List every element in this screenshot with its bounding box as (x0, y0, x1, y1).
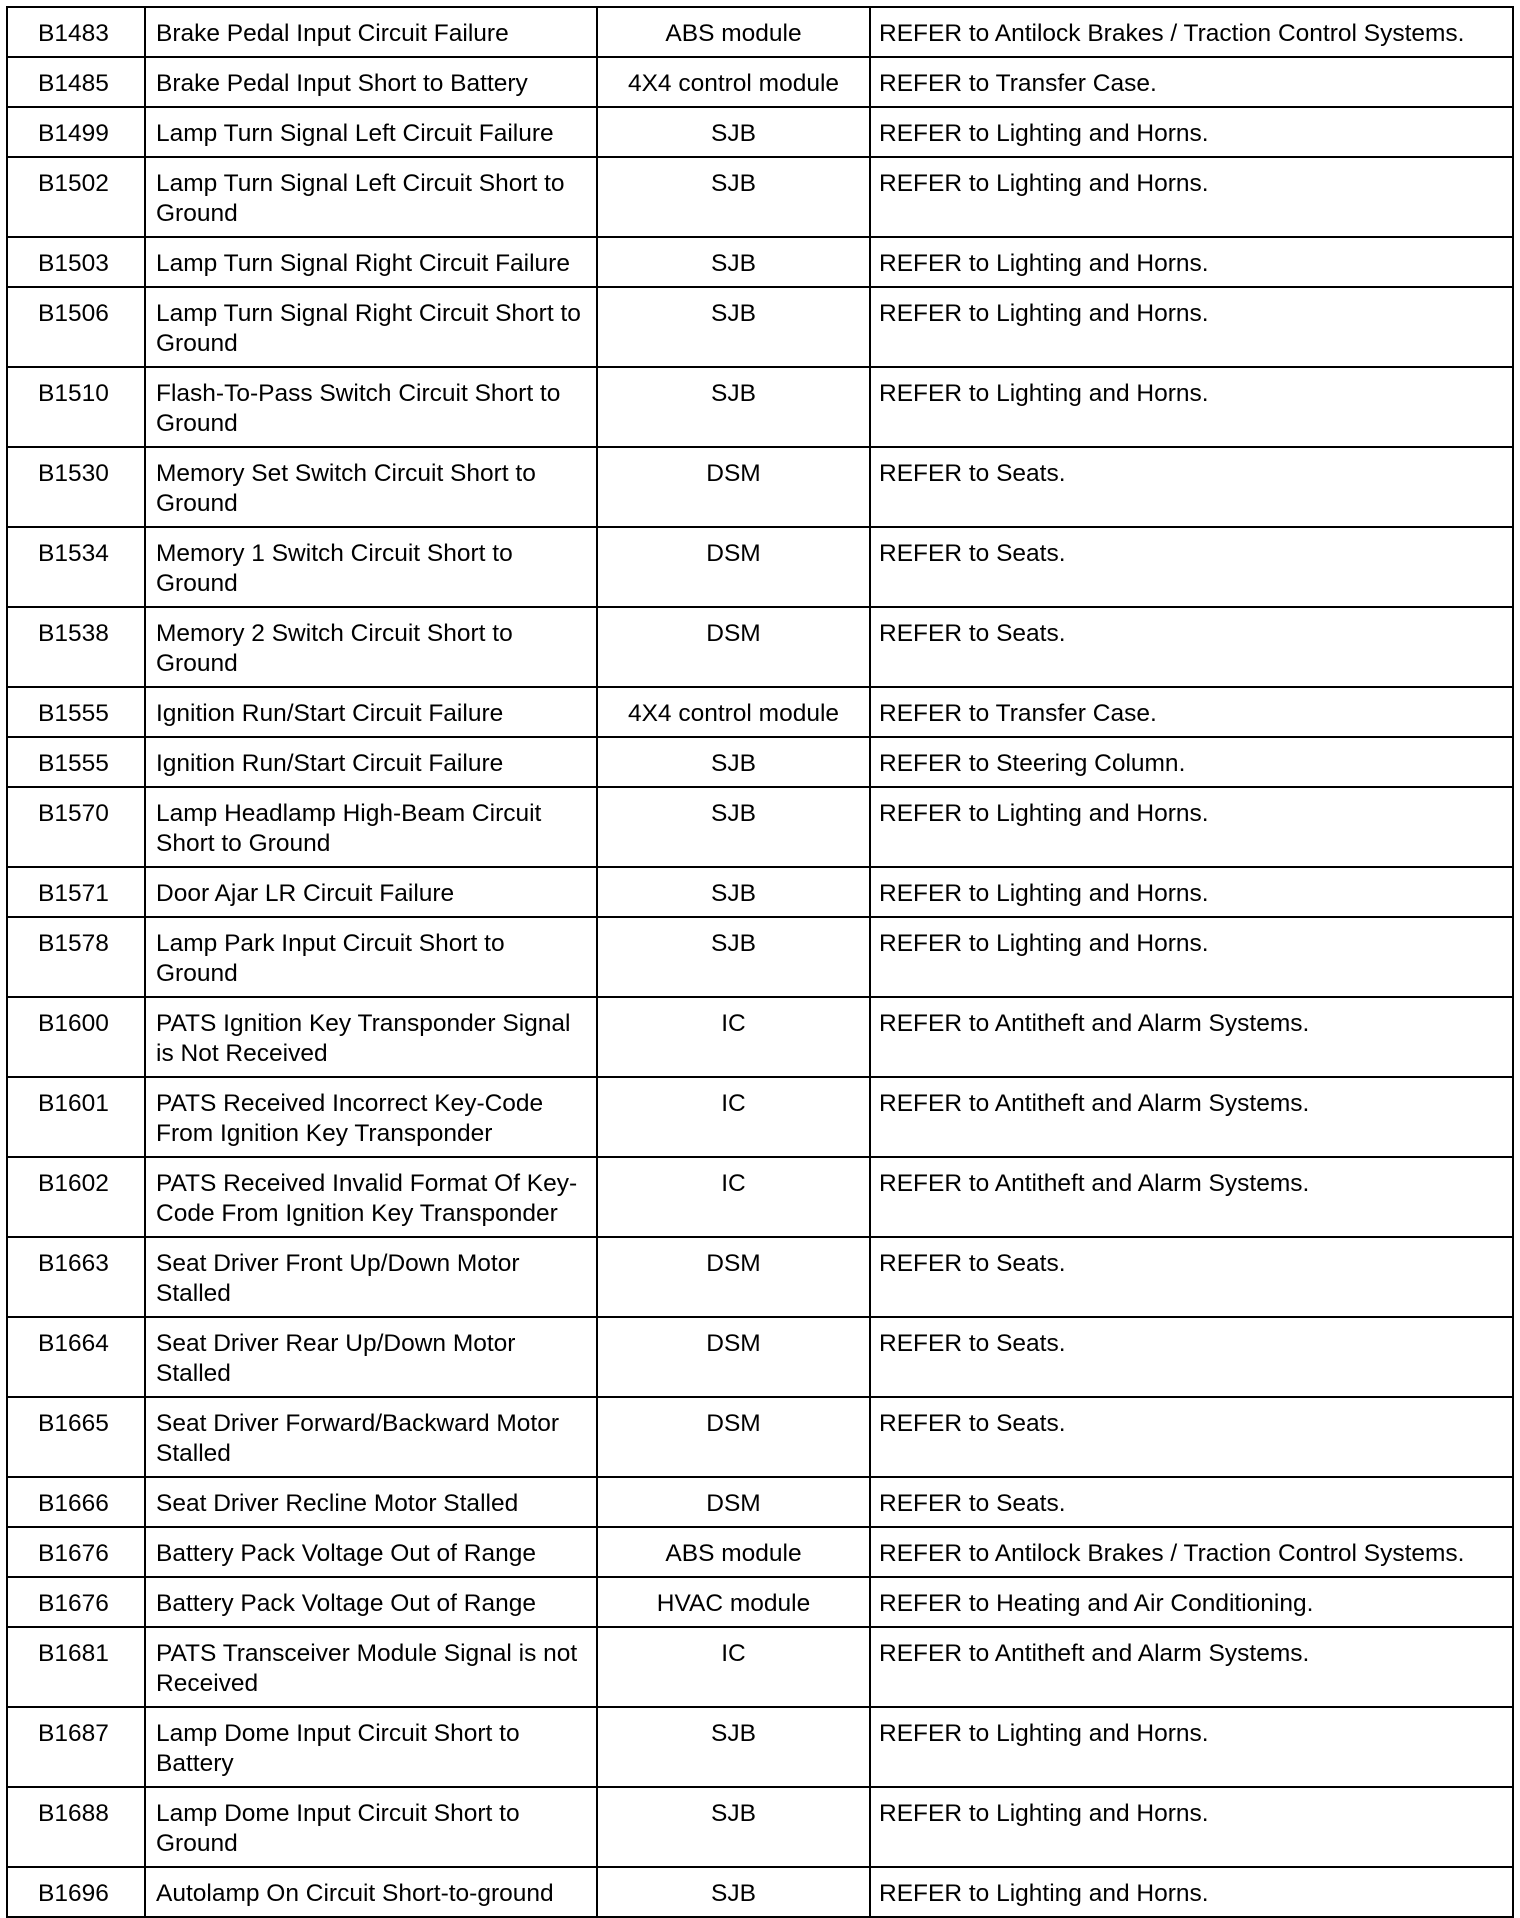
dtc-action: REFER to Lighting and Horns. (870, 1787, 1513, 1867)
dtc-module: SJB (597, 1707, 870, 1787)
dtc-action: REFER to Steering Column. (870, 737, 1513, 787)
dtc-action: REFER to Lighting and Horns. (870, 157, 1513, 237)
dtc-description: Door Ajar LR Circuit Failure (145, 867, 597, 917)
dtc-code: B1502 (7, 157, 145, 237)
dtc-module: IC (597, 997, 870, 1077)
dtc-description: Seat Driver Recline Motor Stalled (145, 1477, 597, 1527)
dtc-description: Lamp Turn Signal Right Circuit Failure (145, 237, 597, 287)
dtc-action: REFER to Seats. (870, 1397, 1513, 1477)
dtc-action: REFER to Seats. (870, 527, 1513, 607)
table-row (7, 367, 1513, 447)
table-row (7, 1237, 1513, 1317)
dtc-module: ABS module (597, 7, 870, 57)
dtc-action: REFER to Lighting and Horns. (870, 287, 1513, 367)
dtc-action: REFER to Seats. (870, 1317, 1513, 1397)
dtc-module: DSM (597, 527, 870, 607)
dtc-description: Lamp Dome Input Circuit Short to Battery (145, 1707, 597, 1787)
dtc-module: IC (597, 1157, 870, 1237)
dtc-description: PATS Received Incorrect Key-Code From Ignition Key Transponder (145, 1077, 597, 1157)
table-row (7, 867, 1513, 917)
dtc-code: B1600 (7, 997, 145, 1077)
dtc-action: REFER to Seats. (870, 1237, 1513, 1317)
dtc-description: Autolamp On Circuit Short-to-ground (145, 1867, 597, 1917)
dtc-action: REFER to Lighting and Horns. (870, 867, 1513, 917)
dtc-code: B1503 (7, 237, 145, 287)
dtc-module: SJB (597, 917, 870, 997)
dtc-action: REFER to Lighting and Horns. (870, 237, 1513, 287)
dtc-code: B1571 (7, 867, 145, 917)
dtc-module: SJB (597, 237, 870, 287)
dtc-module: IC (597, 1627, 870, 1707)
dtc-description: Flash-To-Pass Switch Circuit Short to Ground (145, 367, 597, 447)
dtc-description: Ignition Run/Start Circuit Failure (145, 737, 597, 787)
table-row (7, 57, 1513, 107)
dtc-action: REFER to Antitheft and Alarm Systems. (870, 1627, 1513, 1707)
dtc-module: SJB (597, 787, 870, 867)
dtc-action: REFER to Seats. (870, 1477, 1513, 1527)
dtc-action: REFER to Heating and Air Conditioning. (870, 1577, 1513, 1627)
dtc-module: SJB (597, 157, 870, 237)
dtc-description: Seat Driver Forward/Backward Motor Stalled (145, 1397, 597, 1477)
dtc-description: PATS Ignition Key Transponder Signal is Not Received (145, 997, 597, 1077)
table-row (7, 527, 1513, 607)
table-row (7, 787, 1513, 867)
table-row (7, 1577, 1513, 1627)
table-row (7, 1627, 1513, 1707)
dtc-code: B1602 (7, 1157, 145, 1237)
dtc-module: IC (597, 1077, 870, 1157)
dtc-code: B1483 (7, 7, 145, 57)
dtc-action: REFER to Antitheft and Alarm Systems. (870, 1157, 1513, 1237)
dtc-module: SJB (597, 367, 870, 447)
dtc-description: Memory 1 Switch Circuit Short to Ground (145, 527, 597, 607)
dtc-module: SJB (597, 737, 870, 787)
dtc-action: REFER to Seats. (870, 447, 1513, 527)
dtc-module: DSM (597, 447, 870, 527)
dtc-code: B1538 (7, 607, 145, 687)
dtc-table (6, 6, 1514, 1918)
dtc-module: SJB (597, 1787, 870, 1867)
dtc-description: Memory Set Switch Circuit Short to Ground (145, 447, 597, 527)
dtc-action: REFER to Antilock Brakes / Traction Control Systems. (870, 1527, 1513, 1577)
dtc-action: REFER to Lighting and Horns. (870, 917, 1513, 997)
table-row (7, 917, 1513, 997)
dtc-code: B1506 (7, 287, 145, 367)
dtc-action: REFER to Lighting and Horns. (870, 1707, 1513, 1787)
dtc-module: HVAC module (597, 1577, 870, 1627)
dtc-module: DSM (597, 1477, 870, 1527)
dtc-description: Battery Pack Voltage Out of Range (145, 1527, 597, 1577)
dtc-code: B1664 (7, 1317, 145, 1397)
dtc-module: 4X4 control module (597, 687, 870, 737)
dtc-code: B1676 (7, 1577, 145, 1627)
table-row (7, 1707, 1513, 1787)
table-row (7, 1787, 1513, 1867)
dtc-description: Brake Pedal Input Short to Battery (145, 57, 597, 107)
dtc-code: B1665 (7, 1397, 145, 1477)
table-row (7, 447, 1513, 527)
dtc-action: REFER to Lighting and Horns. (870, 107, 1513, 157)
dtc-code: B1570 (7, 787, 145, 867)
dtc-code: B1530 (7, 447, 145, 527)
dtc-description: Lamp Headlamp High-Beam Circuit Short to Ground (145, 787, 597, 867)
table-row (7, 737, 1513, 787)
dtc-description: Seat Driver Front Up/Down Motor Stalled (145, 1237, 597, 1317)
dtc-module: 4X4 control module (597, 57, 870, 107)
dtc-code: B1681 (7, 1627, 145, 1707)
dtc-description: Memory 2 Switch Circuit Short to Ground (145, 607, 597, 687)
dtc-code: B1485 (7, 57, 145, 107)
table-row (7, 1527, 1513, 1577)
dtc-action: REFER to Lighting and Horns. (870, 367, 1513, 447)
dtc-description: Lamp Dome Input Circuit Short to Ground (145, 1787, 597, 1867)
table-row (7, 107, 1513, 157)
dtc-code: B1601 (7, 1077, 145, 1157)
dtc-code: B1578 (7, 917, 145, 997)
dtc-module: SJB (597, 287, 870, 367)
table-row (7, 1867, 1513, 1917)
dtc-code: B1499 (7, 107, 145, 157)
dtc-code: B1555 (7, 737, 145, 787)
dtc-action: REFER to Transfer Case. (870, 57, 1513, 107)
dtc-module: SJB (597, 1867, 870, 1917)
table-row (7, 237, 1513, 287)
dtc-code: B1666 (7, 1477, 145, 1527)
table-row (7, 1077, 1513, 1157)
dtc-code: B1688 (7, 1787, 145, 1867)
table-row (7, 157, 1513, 237)
dtc-action: REFER to Antitheft and Alarm Systems. (870, 1077, 1513, 1157)
dtc-action: REFER to Antitheft and Alarm Systems. (870, 997, 1513, 1077)
dtc-code: B1510 (7, 367, 145, 447)
table-row (7, 1397, 1513, 1477)
dtc-action: REFER to Lighting and Horns. (870, 1867, 1513, 1917)
dtc-description: Seat Driver Rear Up/Down Motor Stalled (145, 1317, 597, 1397)
dtc-module: DSM (597, 1397, 870, 1477)
dtc-action: REFER to Seats. (870, 607, 1513, 687)
dtc-code: B1696 (7, 1867, 145, 1917)
dtc-action: REFER to Transfer Case. (870, 687, 1513, 737)
dtc-module: SJB (597, 867, 870, 917)
dtc-table-body (7, 7, 1513, 1917)
table-row (7, 1157, 1513, 1237)
table-row (7, 1477, 1513, 1527)
dtc-action: REFER to Lighting and Horns. (870, 787, 1513, 867)
dtc-description: Battery Pack Voltage Out of Range (145, 1577, 597, 1627)
table-row (7, 687, 1513, 737)
dtc-code: B1555 (7, 687, 145, 737)
table-row (7, 1317, 1513, 1397)
dtc-description: PATS Received Invalid Format Of Key-Code From Ignition Key Transponder (145, 1157, 597, 1237)
dtc-description: Lamp Turn Signal Left Circuit Failure (145, 107, 597, 157)
dtc-code: B1534 (7, 527, 145, 607)
dtc-code: B1687 (7, 1707, 145, 1787)
table-row (7, 607, 1513, 687)
dtc-description: Lamp Park Input Circuit Short to Ground (145, 917, 597, 997)
table-row (7, 997, 1513, 1077)
dtc-code: B1663 (7, 1237, 145, 1317)
dtc-description: Brake Pedal Input Circuit Failure (145, 7, 597, 57)
dtc-module: DSM (597, 1317, 870, 1397)
dtc-module: DSM (597, 607, 870, 687)
table-row (7, 287, 1513, 367)
table-row (7, 7, 1513, 57)
dtc-description: Lamp Turn Signal Right Circuit Short to Ground (145, 287, 597, 367)
dtc-module: ABS module (597, 1527, 870, 1577)
dtc-description: PATS Transceiver Module Signal is not Received (145, 1627, 597, 1707)
dtc-action: REFER to Antilock Brakes / Traction Control Systems. (870, 7, 1513, 57)
dtc-description: Lamp Turn Signal Left Circuit Short to Ground (145, 157, 597, 237)
dtc-module: SJB (597, 107, 870, 157)
dtc-code: B1676 (7, 1527, 145, 1577)
dtc-module: DSM (597, 1237, 870, 1317)
dtc-description: Ignition Run/Start Circuit Failure (145, 687, 597, 737)
